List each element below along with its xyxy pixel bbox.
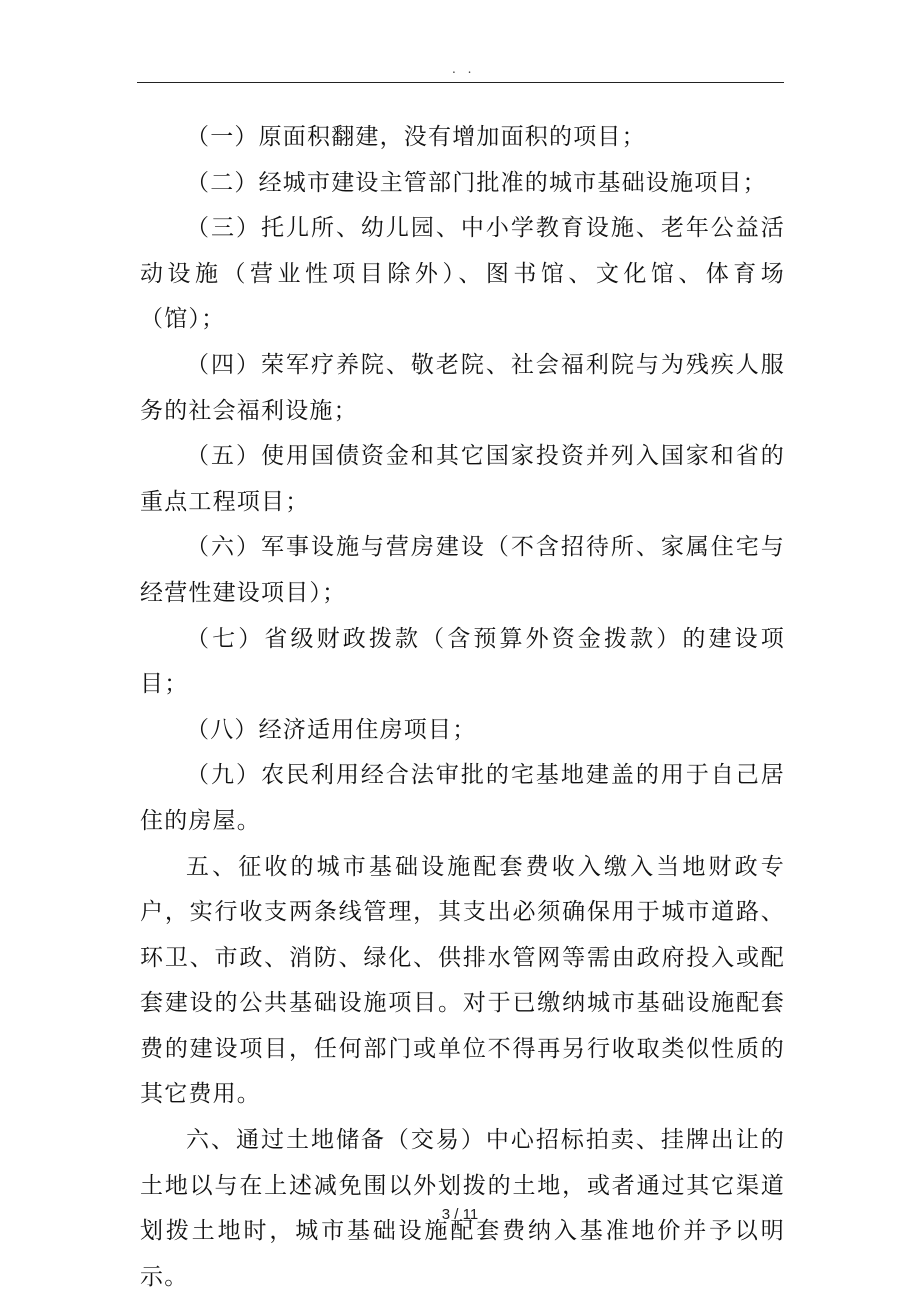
section-6-paragraph: 六、通过土地储备（交易）中心招标拍卖、挂牌出让的土地以与在上述减免围以外划拨的土地，或者通过其它渠道划拨土地时，城市基础设施配套费纳入基准地价并予以明示。 <box>140 1127 785 1290</box>
paragraph-item-2: （二）经城市建设主管部门批准的城市基础设施项目； <box>186 169 767 196</box>
document-body <box>140 115 785 1300</box>
header-mark: . . <box>452 62 476 76</box>
paragraph-item-4: （四）荣军疗养院、敬老院、社会福利院与为残疾人服务的社会福利设施； <box>140 351 785 424</box>
paragraph-item-1: （一）原面积翻建，没有增加面积的项目； <box>186 124 646 150</box>
paragraph-item-9: （九）农民利用经合法审批的宅基地建盖的用于自己居住的房屋。 <box>140 762 785 834</box>
paragraph-item-7: （七）省级财政拨款（含预算外资金拨款）的建设项目； <box>140 625 785 698</box>
paragraph-item-6: （六）军事设施与营房建设（不含招待所、家属住宅与经营性建设项目）； <box>140 534 785 606</box>
paragraph-item-5: （五）使用国债资金和其它国家投资并列入国家和省的重点工程项目； <box>140 443 785 515</box>
header-rule <box>137 82 784 83</box>
section-5-paragraph: 五、征收的城市基础设施配套费收入缴入当地财政专户，实行收支两条线管理，其支出必须确保用于城市道路、环卫、市政、消防、绿化、供排水管网等需由政府投入或配套建设的公共基础设施项目。对于已缴纳城市基础设施配套费的建设项目，任何部门或单位不得再另行收取类似性质的其它费用。 <box>140 853 785 1108</box>
paragraph-item-8: （八）经济适用住房项目； <box>186 716 477 743</box>
page-number: 3 / 11 <box>441 1206 479 1223</box>
paragraph-item-3: （三）托儿所、幼儿园、中小学教育设施、老年公益活动设施（营业性项目除外）、图书馆、文化馆、体育场（馆）； <box>140 215 785 333</box>
